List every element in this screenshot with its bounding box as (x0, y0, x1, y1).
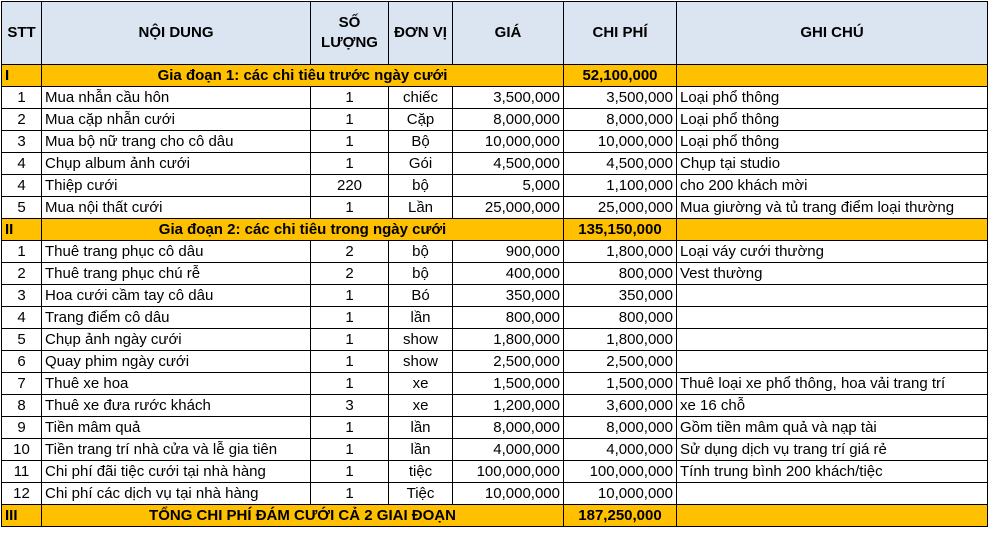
row-stt[interactable]: 3 (2, 285, 42, 307)
row-stt[interactable]: 4 (2, 175, 42, 197)
row-price[interactable]: 8,000,000 (453, 109, 564, 131)
row-price[interactable]: 5,000 (453, 175, 564, 197)
row-note[interactable] (677, 483, 988, 505)
row-unit[interactable]: bộ (389, 241, 453, 263)
header-qty[interactable]: SỐ LƯỢNG (311, 2, 389, 65)
header-cost[interactable]: CHI PHÍ (564, 2, 677, 65)
row-content[interactable]: Chụp album ảnh cưới (42, 153, 311, 175)
row-cost[interactable]: 1,100,000 (564, 175, 677, 197)
group-title[interactable]: TỔNG CHI PHÍ ĐÁM CƯỚI CẢ 2 GIAI ĐOẠN (42, 505, 564, 527)
row-cost[interactable]: 350,000 (564, 285, 677, 307)
row-stt[interactable]: 4 (2, 307, 42, 329)
header-price[interactable]: GIÁ (453, 2, 564, 65)
row-price[interactable]: 4,000,000 (453, 439, 564, 461)
row-content[interactable]: Thuê xe hoa (42, 373, 311, 395)
table-row (2, 285, 988, 307)
row-price[interactable]: 10,000,000 (453, 483, 564, 505)
row-qty[interactable]: 1 (311, 307, 389, 329)
table-row (2, 329, 988, 351)
table-row (2, 483, 988, 505)
row-cost[interactable]: 800,000 (564, 263, 677, 285)
phase1-header-row (2, 65, 988, 87)
group-note[interactable] (677, 219, 988, 241)
row-content[interactable]: Chụp ảnh ngày cưới (42, 329, 311, 351)
group-total[interactable]: 135,150,000 (564, 219, 677, 241)
row-unit[interactable]: lần (389, 439, 453, 461)
row-stt[interactable]: 1 (2, 241, 42, 263)
row-price[interactable]: 350,000 (453, 285, 564, 307)
row-qty[interactable]: 1 (311, 351, 389, 373)
row-price[interactable]: 1,800,000 (453, 329, 564, 351)
row-cost[interactable]: 1,800,000 (564, 329, 677, 351)
row-cost[interactable]: 4,500,000 (564, 153, 677, 175)
header-note[interactable]: GHI CHÚ (677, 2, 988, 65)
row-cost[interactable]: 3,500,000 (564, 87, 677, 109)
row-price[interactable]: 4,500,000 (453, 153, 564, 175)
row-content[interactable]: Trang điểm cô dâu (42, 307, 311, 329)
row-unit[interactable]: chiếc (389, 87, 453, 109)
row-price[interactable]: 8,000,000 (453, 417, 564, 439)
row-cost[interactable]: 8,000,000 (564, 109, 677, 131)
row-note[interactable]: xe 16 chỗ (677, 395, 988, 417)
row-unit[interactable]: show (389, 329, 453, 351)
row-stt[interactable]: 1 (2, 87, 42, 109)
row-note[interactable]: Vest thường (677, 263, 988, 285)
row-content[interactable]: Quay phim ngày cưới (42, 351, 311, 373)
row-note[interactable]: Loại phổ thông (677, 109, 988, 131)
header-content[interactable]: NỘI DUNG (42, 2, 311, 65)
row-price[interactable]: 1,500,000 (453, 373, 564, 395)
row-qty[interactable]: 2 (311, 263, 389, 285)
table-row (2, 109, 988, 131)
row-stt[interactable]: 5 (2, 197, 42, 219)
row-cost[interactable]: 10,000,000 (564, 483, 677, 505)
row-content[interactable]: Mua bộ nữ trang cho cô dâu (42, 131, 311, 153)
row-unit[interactable]: Lần (389, 197, 453, 219)
row-qty[interactable]: 1 (311, 461, 389, 483)
group-total[interactable]: 187,250,000 (564, 505, 677, 527)
table-row (2, 131, 988, 153)
row-cost[interactable]: 1,800,000 (564, 241, 677, 263)
wedding-budget-table (1, 1, 988, 527)
row-content[interactable]: Thuê trang phục chú rễ (42, 263, 311, 285)
row-unit[interactable]: Gói (389, 153, 453, 175)
row-content[interactable]: Mua nội thất cưới (42, 197, 311, 219)
row-stt[interactable]: 7 (2, 373, 42, 395)
row-cost[interactable]: 800,000 (564, 307, 677, 329)
row-price[interactable]: 400,000 (453, 263, 564, 285)
row-content[interactable]: Thiệp cưới (42, 175, 311, 197)
row-content[interactable]: Mua nhẫn cầu hôn (42, 87, 311, 109)
row-stt[interactable]: 8 (2, 395, 42, 417)
row-qty[interactable]: 1 (311, 109, 389, 131)
row-stt[interactable]: 9 (2, 417, 42, 439)
row-unit[interactable]: xe (389, 395, 453, 417)
table-row (2, 197, 988, 219)
row-note[interactable]: Thuê loại xe phổ thông, hoa vải trang trí (677, 373, 988, 395)
header-stt[interactable]: STT (2, 2, 42, 65)
table-body (2, 65, 988, 527)
row-price[interactable]: 10,000,000 (453, 131, 564, 153)
row-note[interactable] (677, 329, 988, 351)
row-unit[interactable]: Bó (389, 285, 453, 307)
row-qty[interactable]: 3 (311, 395, 389, 417)
row-stt[interactable]: 10 (2, 439, 42, 461)
row-qty[interactable]: 1 (311, 373, 389, 395)
row-content[interactable]: Tiền mâm quả (42, 417, 311, 439)
row-note[interactable]: cho 200 khách mời (677, 175, 988, 197)
row-qty[interactable]: 1 (311, 87, 389, 109)
row-note[interactable]: Loại phổ thông (677, 87, 988, 109)
row-note[interactable]: Chụp tại studio (677, 153, 988, 175)
row-stt[interactable]: 5 (2, 329, 42, 351)
table-row (2, 87, 988, 109)
row-qty[interactable]: 1 (311, 483, 389, 505)
table-row (2, 395, 988, 417)
row-cost[interactable]: 4,000,000 (564, 439, 677, 461)
table-row (2, 351, 988, 373)
row-note[interactable]: Loại váy cưới thường (677, 241, 988, 263)
table-row (2, 153, 988, 175)
row-unit[interactable]: Bộ (389, 131, 453, 153)
row-cost[interactable]: 8,000,000 (564, 417, 677, 439)
row-price[interactable]: 1,200,000 (453, 395, 564, 417)
row-content[interactable]: Chi phí đãi tiệc cưới tại nhà hàng (42, 461, 311, 483)
row-cost[interactable]: 3,600,000 (564, 395, 677, 417)
row-qty[interactable]: 1 (311, 329, 389, 351)
row-qty[interactable]: 1 (311, 439, 389, 461)
row-stt[interactable]: 12 (2, 483, 42, 505)
table-row (2, 373, 988, 395)
row-cost[interactable]: 10,000,000 (564, 131, 677, 153)
row-price[interactable]: 900,000 (453, 241, 564, 263)
grand-total-row (2, 505, 988, 527)
row-note[interactable] (677, 351, 988, 373)
group-note[interactable] (677, 505, 988, 527)
row-qty[interactable]: 2 (311, 241, 389, 263)
group-title[interactable]: Gia đoạn 2: các chi tiêu trong ngày cưới (42, 219, 564, 241)
row-note[interactable]: Gồm tiền mâm quả và nạp tài (677, 417, 988, 439)
group-note[interactable] (677, 65, 988, 87)
row-content[interactable]: Mua cặp nhẫn cưới (42, 109, 311, 131)
table-row (2, 263, 988, 285)
group-title[interactable]: Gia đoạn 1: các chi tiêu trước ngày cưới (42, 65, 564, 87)
group-number[interactable]: III (2, 505, 42, 527)
header-row (2, 2, 988, 65)
row-unit[interactable]: tiệc (389, 461, 453, 483)
row-unit[interactable]: lần (389, 307, 453, 329)
row-price[interactable]: 2,500,000 (453, 351, 564, 373)
row-note[interactable]: Sử dụng dịch vụ trang trí giá rẻ (677, 439, 988, 461)
row-qty[interactable]: 1 (311, 131, 389, 153)
row-note[interactable]: Tính trung bình 200 khách/tiệc (677, 461, 988, 483)
row-note[interactable]: Mua giường và tủ trang điểm loại thường (677, 197, 988, 219)
row-price[interactable]: 25,000,000 (453, 197, 564, 219)
row-stt[interactable]: 6 (2, 351, 42, 373)
row-content[interactable]: Hoa cưới cầm tay cô dâu (42, 285, 311, 307)
group-number[interactable]: I (2, 65, 42, 87)
phase2-header-row (2, 219, 988, 241)
header-unit[interactable]: ĐƠN VỊ (389, 2, 453, 65)
row-price[interactable]: 100,000,000 (453, 461, 564, 483)
row-cost[interactable]: 1,500,000 (564, 373, 677, 395)
row-unit[interactable]: Cặp (389, 109, 453, 131)
row-qty[interactable]: 1 (311, 285, 389, 307)
table-row (2, 175, 988, 197)
row-content[interactable]: Thuê trang phục cô dâu (42, 241, 311, 263)
row-content[interactable]: Tiền trang trí nhà cửa và lễ gia tiên (42, 439, 311, 461)
table-row (2, 241, 988, 263)
row-unit[interactable]: bộ (389, 175, 453, 197)
row-qty[interactable]: 1 (311, 417, 389, 439)
row-qty[interactable]: 1 (311, 197, 389, 219)
row-qty[interactable]: 220 (311, 175, 389, 197)
row-stt[interactable]: 11 (2, 461, 42, 483)
row-stt[interactable]: 2 (2, 109, 42, 131)
row-cost[interactable]: 2,500,000 (564, 351, 677, 373)
row-unit[interactable]: lần (389, 417, 453, 439)
row-stt[interactable]: 4 (2, 153, 42, 175)
row-content[interactable]: Chi phí các dịch vụ tại nhà hàng (42, 483, 311, 505)
table-row (2, 307, 988, 329)
row-note[interactable]: Loại phổ thông (677, 131, 988, 153)
row-unit[interactable]: xe (389, 373, 453, 395)
row-qty[interactable]: 1 (311, 153, 389, 175)
row-price[interactable]: 800,000 (453, 307, 564, 329)
table-row (2, 461, 988, 483)
row-note[interactable] (677, 285, 988, 307)
row-unit[interactable]: Tiệc (389, 483, 453, 505)
table-row (2, 439, 988, 461)
table-row (2, 417, 988, 439)
row-note[interactable] (677, 307, 988, 329)
row-stt[interactable]: 3 (2, 131, 42, 153)
row-unit[interactable]: bộ (389, 263, 453, 285)
row-cost[interactable]: 100,000,000 (564, 461, 677, 483)
row-price[interactable]: 3,500,000 (453, 87, 564, 109)
group-total[interactable]: 52,100,000 (564, 65, 677, 87)
row-stt[interactable]: 2 (2, 263, 42, 285)
row-content[interactable]: Thuê xe đưa rước khách (42, 395, 311, 417)
row-cost[interactable]: 25,000,000 (564, 197, 677, 219)
group-number[interactable]: II (2, 219, 42, 241)
row-unit[interactable]: show (389, 351, 453, 373)
